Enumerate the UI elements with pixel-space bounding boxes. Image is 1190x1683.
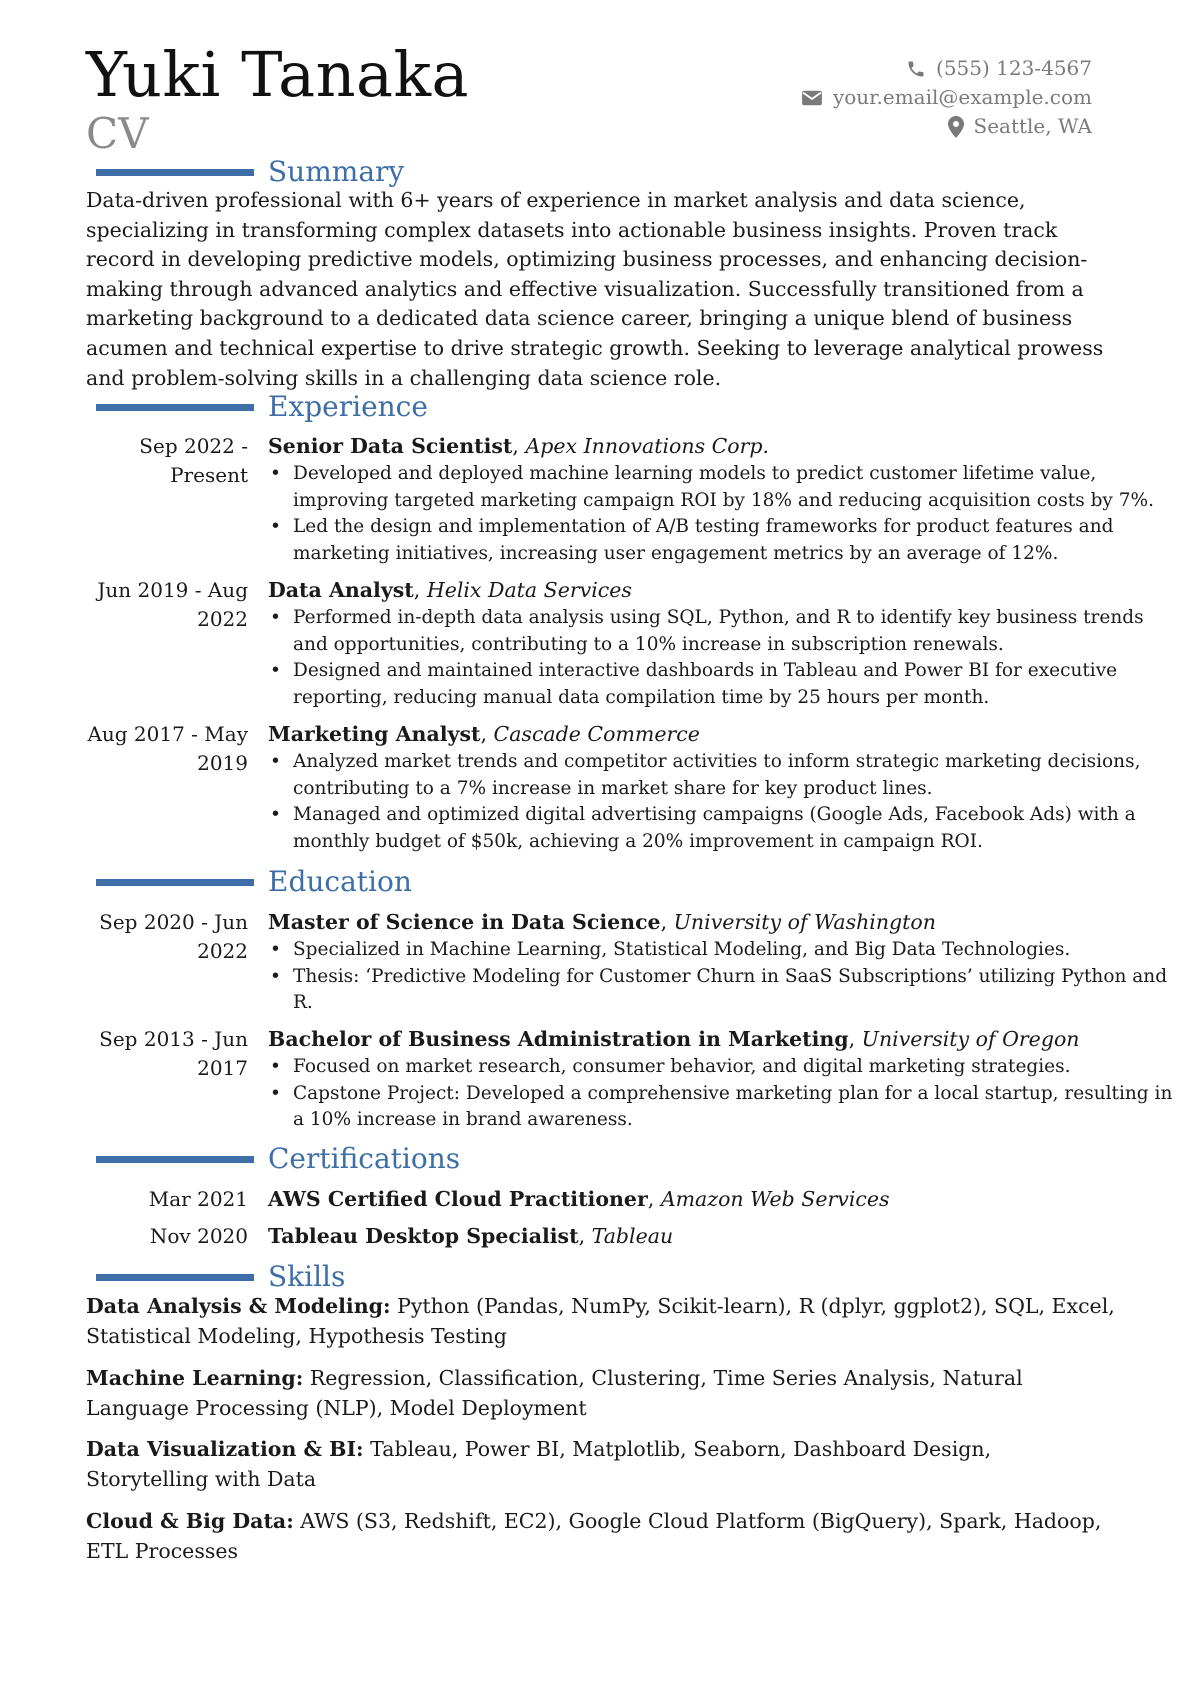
entry-heading: Bachelor of Business Administration in Marketing, University of Oregon <box>268 1027 1080 1051</box>
bullet-item: • Performed in-depth data analysis using SQL, Python, and R to identify key business trends and opportunities, contributing to a 10% increase in subscription renewals. <box>268 605 1183 658</box>
contact-phone[interactable] <box>801 54 1092 83</box>
bullet-item: • Thesis: ‘Predictive Modeling for Customer Churn in SaaS Subscriptions’ utilizing Python and R. <box>268 964 1183 1017</box>
bullet-item: • Focused on market research, consumer behavior, and digital marketing strategies. <box>268 1054 1183 1081</box>
map-pin-icon <box>948 116 964 138</box>
skill-group-value: AWS (S3, Redshift, EC2), Google Cloud Platform (BigQuery), Spark, Hadoop, ETL Processes <box>86 1509 1102 1563</box>
employer: Helix Data Services <box>426 578 632 602</box>
entry-body <box>268 432 1183 567</box>
entry-bullets <box>268 749 1183 855</box>
skills-section-header <box>96 1261 1076 1293</box>
bullet-item: • Managed and optimized digital advertising campaigns (Google Ads, Facebook Ads) with a monthly budget of $50k, achieving a 20% improvement in campaign ROI. <box>268 802 1183 855</box>
skill-group-value: Tableau, Power BI, Matplotlib, Seaborn, Dashboard Design, Storytelling with Data <box>86 1437 992 1491</box>
section-accent-bar <box>96 1156 254 1163</box>
job-title: Marketing Analyst <box>268 722 481 746</box>
education-section-header <box>96 866 1076 898</box>
skill-group <box>86 1292 1116 1351</box>
summary-text: Data-driven professional with 6+ years of experience in market analysis and data science, specializing in transforming complex datasets into actionable business insights. Proven track record in developing predictive models, optimizing business processes, and enhancing decision-making through advanced analytics and effective visualization. Successfully transitioned from a marketing background to a dedicated data science career, bringing a unique blend of business acumen and technical expertise to drive strategic growth. Seeking to leverage analytical prowess and problem-solving skills in a challenging data science role. <box>86 188 1104 390</box>
location-text: Seattle, WA <box>973 114 1092 138</box>
entry-body <box>268 1222 1183 1251</box>
skill-group-label: Data Visualization & BI: <box>86 1437 364 1461</box>
bullet-item: • Led the design and implementation of A/B testing frameworks for product features and marketing initiatives, increasing user engagement metrics by an average of 12%. <box>268 514 1183 567</box>
employer: Cascade Commerce <box>493 722 700 746</box>
experience-section-header <box>96 391 1076 423</box>
document-subtitle: CV <box>86 109 149 158</box>
entry-heading: AWS Certified Cloud Practitioner, Amazon Web Services <box>268 1187 890 1211</box>
contact-info <box>801 54 1092 141</box>
summary-section-header <box>96 156 1076 188</box>
entry-heading: Master of Science in Data Science, University of Washington <box>268 910 936 934</box>
entry-body <box>268 1185 1183 1214</box>
skill-group <box>86 1507 1116 1566</box>
bullet-item: • Developed and deployed machine learning models to predict customer lifetime value, improving targeted marketing campaign ROI by 18% and reducing acquisition costs by 7%. <box>268 461 1183 514</box>
entry-body <box>268 1025 1183 1134</box>
section-title-education: Education <box>268 865 412 898</box>
envelope-icon <box>801 89 823 107</box>
entry-date: Jun 2019 - Aug 2022 <box>97 578 248 631</box>
section-accent-bar <box>96 169 254 176</box>
section-accent-bar <box>96 879 254 886</box>
contact-email[interactable] <box>801 83 1092 112</box>
bullet-item: • Designed and maintained interactive dashboards in Tableau and Power BI for executive reporting, reducing manual data compilation time by 25 hours per month. <box>268 658 1183 711</box>
phone-icon <box>906 59 926 79</box>
section-title-experience: Experience <box>268 390 428 423</box>
entry-bullets <box>268 1054 1183 1134</box>
skill-group-label: Data Analysis & Modeling: <box>86 1294 391 1318</box>
entry-body <box>268 576 1183 711</box>
section-accent-bar <box>96 404 254 411</box>
section-title-summary: Summary <box>268 155 405 188</box>
skill-group-label: Cloud & Big Data: <box>86 1509 294 1533</box>
degree: Master of Science in Data Science <box>268 910 661 934</box>
section-title-certifications: Certifications <box>268 1142 461 1175</box>
entry-bullets <box>268 605 1183 711</box>
entry-body <box>268 720 1183 855</box>
entry-bullets <box>268 937 1183 1017</box>
skill-group-label: Machine Learning: <box>86 1366 304 1390</box>
entry-bullets <box>268 461 1183 567</box>
issuer: Tableau <box>591 1224 674 1248</box>
skill-group-value: Regression, Classification, Clustering, Time Series Analysis, Natural Language Processing (NLP), Model Deployment <box>86 1366 1023 1420</box>
entry-heading: Senior Data Scientist, Apex Innovations Corp. <box>268 434 770 458</box>
entry-date: Sep 2020 - Jun 2022 <box>99 910 248 963</box>
entry-date: Sep 2013 - Jun 2017 <box>99 1027 248 1080</box>
employer: Apex Innovations Corp. <box>525 434 770 458</box>
entry-heading: Data Analyst, Helix Data Services <box>268 578 632 602</box>
bullet-item: • Capstone Project: Developed a comprehensive marketing plan for a local startup, resulting in a 10% increase in brand awareness. <box>268 1081 1183 1134</box>
phone-number: (555) 123-4567 <box>936 56 1092 80</box>
entry-heading: Tableau Desktop Specialist, Tableau <box>268 1224 674 1248</box>
section-title-skills: Skills <box>268 1260 346 1293</box>
entry-heading: Marketing Analyst, Cascade Commerce <box>268 722 700 746</box>
entry-body <box>268 908 1183 1017</box>
degree: Bachelor of Business Administration in Marketing <box>268 1027 849 1051</box>
issuer: Amazon Web Services <box>660 1187 890 1211</box>
certification-name: AWS Certified Cloud Practitioner <box>268 1187 648 1211</box>
job-title: Data Analyst <box>268 578 414 602</box>
entry-date: Mar 2021 <box>148 1187 248 1211</box>
section-accent-bar <box>96 1274 254 1281</box>
institution: University of Oregon <box>861 1027 1080 1051</box>
certification-name: Tableau Desktop Specialist <box>268 1224 579 1248</box>
skill-group <box>86 1435 1116 1494</box>
bullet-item: • Specialized in Machine Learning, Statistical Modeling, and Big Data Technologies. <box>268 937 1183 964</box>
job-title: Senior Data Scientist <box>268 434 513 458</box>
entry-date: Sep 2022 - Present <box>139 434 248 487</box>
certifications-section-header <box>96 1143 1076 1175</box>
institution: University of Washington <box>673 910 936 934</box>
skill-group-value: Python (Pandas, NumPy, Scikit-learn), R (dplyr, ggplot2), SQL, Excel, Statistical Modeling, Hypothesis Testing <box>86 1294 1115 1348</box>
entry-date: Aug 2017 - May 2019 <box>87 722 248 775</box>
entry-date: Nov 2020 <box>149 1224 248 1248</box>
candidate-name: Yuki Tanaka <box>86 38 470 111</box>
email-address: your.email@example.com <box>832 85 1092 109</box>
bullet-item: • Analyzed market trends and competitor activities to inform strategic marketing decisions, contributing to a 7% increase in market share for key product lines. <box>268 749 1183 802</box>
contact-location <box>801 112 1092 141</box>
skill-group <box>86 1364 1116 1423</box>
